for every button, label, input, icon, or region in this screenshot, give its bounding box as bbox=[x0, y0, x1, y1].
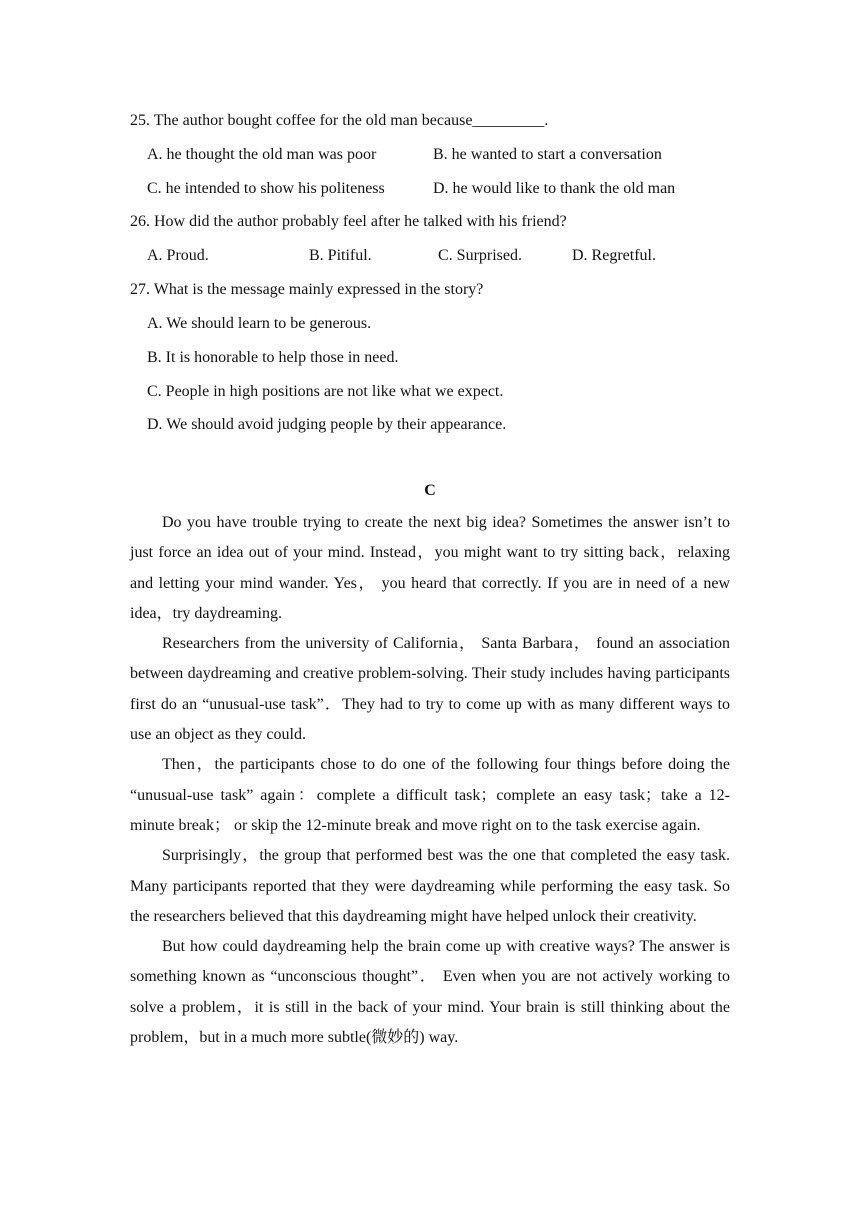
option-27-b: B. It is honorable to help those in need. bbox=[147, 349, 399, 366]
option-25-d: D. he would like to thank the old man bbox=[433, 180, 676, 197]
section-title: C bbox=[424, 482, 436, 499]
passage-paragraph: Surprisingly，the group that performed best was the one that completed the easy task. Many participants reported that they were daydreaming while performing the easy task. So the researchers believed that this daydreaming might have helped unlock their creativity. bbox=[130, 847, 730, 925]
question-stem: What is the message mainly expressed in the story? bbox=[153, 281, 484, 298]
option-25-a: A. he thought the old man was poor bbox=[147, 146, 377, 163]
passage-paragraph: Researchers from the university of California， Santa Barbara， found an association between daydreaming and creative problem-solving. Their study includes having participants first do an “unusual-use task”．They had to try to come up with as many different ways to use an object as they could. bbox=[130, 635, 730, 744]
passage-paragraph: Do you have trouble trying to create the next big idea? Sometimes the answer isn’t to just force an idea out of your mind. Instead，you might want to try sitting back，relaxing and letting your mind wander. Yes， you heard that correctly. If you are in need of a new idea，try daydreaming. bbox=[130, 514, 730, 622]
question-27 bbox=[130, 281, 483, 299]
question-number: 25. bbox=[130, 112, 150, 129]
question-stem: How did the author probably feel after he talked with his friend? bbox=[154, 213, 567, 230]
option-25-b: B. he wanted to start a conversation bbox=[433, 146, 662, 163]
question-number: 26. bbox=[130, 213, 150, 230]
reading-passage bbox=[130, 508, 730, 1053]
question-25 bbox=[130, 112, 548, 130]
question-stem: The author bought coffee for the old man because_________. bbox=[153, 112, 549, 129]
option-27-d: D. We should avoid judging people by their appearance. bbox=[147, 416, 507, 433]
passage-paragraph: Then，the participants chose to do one of the following four things before doing the “unusual-use task” again：complete a difficult task；complete an easy task；take a 12-minute break； or skip the 12-minute break and move right on to the task exercise again. bbox=[130, 756, 730, 834]
option-25-c: C. he intended to show his politeness bbox=[147, 180, 385, 197]
option-27-a: A. We should learn to be generous. bbox=[147, 315, 372, 332]
option-26-c: C. Surprised. bbox=[438, 247, 522, 264]
question-number: 27. bbox=[130, 281, 150, 298]
option-26-d: D. Regretful. bbox=[572, 247, 656, 264]
option-26-b: B. Pitiful. bbox=[309, 247, 372, 264]
option-27-c: C. People in high positions are not like what we expect. bbox=[147, 383, 504, 400]
question-26 bbox=[130, 213, 567, 231]
passage-paragraph: But how could daydreaming help the brain come up with creative ways? The answer is something known as “unconscious thought”． Even when you are not actively working to solve a problem，it is still in the back of your mind. Your brain is still thinking about the problem，but in a much more subtle(微妙的) way. bbox=[130, 938, 730, 1047]
option-26-a: A. Proud. bbox=[147, 247, 209, 264]
